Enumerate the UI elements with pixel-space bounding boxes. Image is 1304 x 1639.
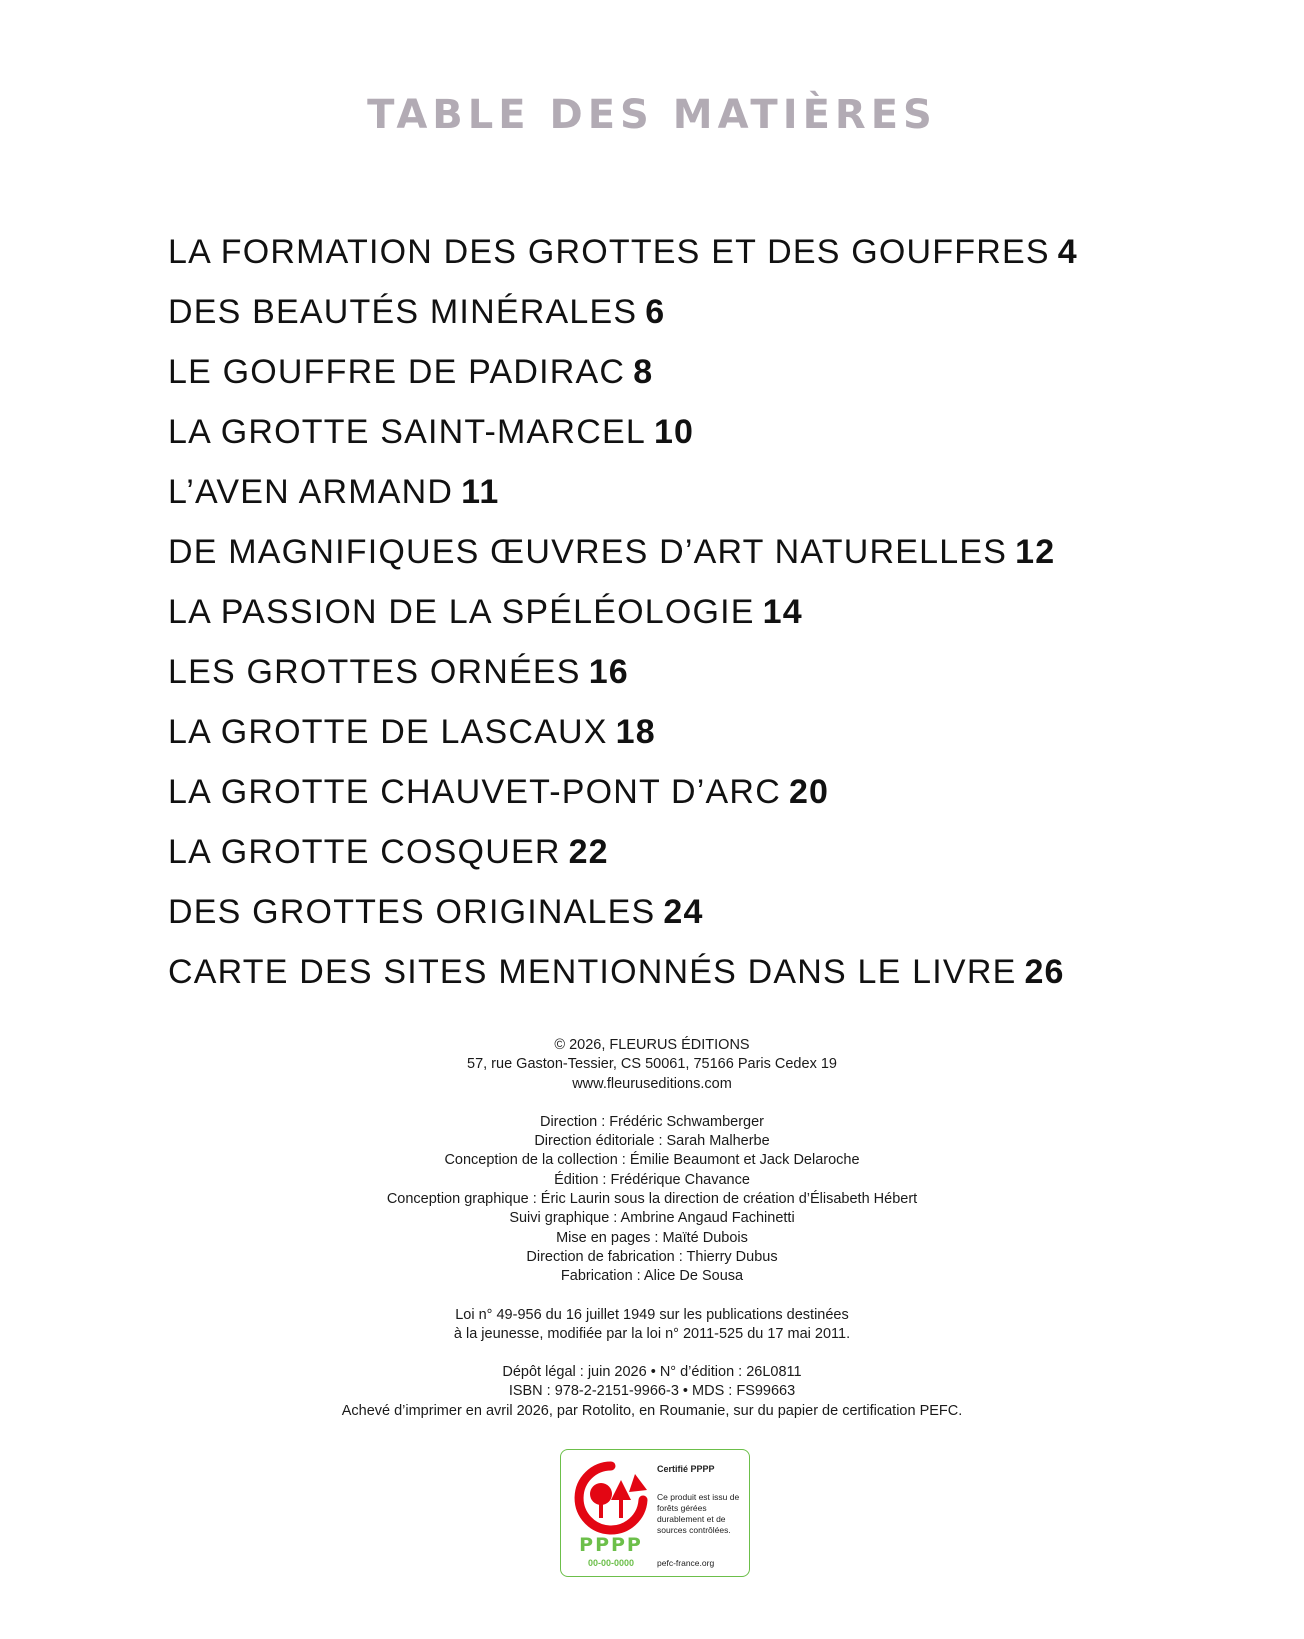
toc-entry (168, 822, 1078, 882)
pefc-tree-logo-icon (569, 1460, 653, 1536)
printing-line: Achevé d’imprimer en avril 2026, par Rotolito, en Roumanie, sur du papier de certification PEFC. (341, 1402, 963, 1419)
toc-entry-label: DES GROTTES ORIGINALES (168, 893, 656, 931)
staff-block (0, 1113, 1304, 1287)
toc-entry (168, 642, 1078, 702)
toc-entry (168, 882, 1078, 942)
toc-entry-label: LES GROTTES ORNÉES (168, 653, 581, 691)
printing-block (0, 1363, 1304, 1421)
staff-line: Direction de fabrication : Thierry Dubus (526, 1248, 778, 1265)
toc-entry (168, 402, 1078, 462)
certification-text: Ce produit est issu de forêts gérées durablement et de sources contrôlées. (657, 1492, 740, 1535)
toc-entry-page: 26 (1024, 953, 1065, 991)
staff-line: Direction : Frédéric Schwamberger (539, 1113, 765, 1130)
copyright-line: © 2026, FLEURUS ÉDITIONS (554, 1037, 750, 1053)
printing-line: ISBN : 978-2-2151-9966-3 • MDS : FS99663 (508, 1383, 796, 1400)
toc-entry-page: 24 (663, 893, 704, 931)
toc-entry-page: 11 (461, 473, 500, 511)
toc-entry-label: LA PASSION DE LA SPÉLÉOLOGIE (168, 593, 755, 631)
toc-entry-label: LA FORMATION DES GROTTES ET DES GOUFFRES (168, 233, 1050, 271)
toc-entry-label: LE GOUFFRE DE PADIRAC (168, 353, 626, 391)
certification-title: Certifié PPPP (657, 1464, 715, 1474)
toc-entry-page: 4 (1057, 233, 1078, 271)
certification-id: 00-00-0000 (587, 1558, 635, 1568)
staff-line: Suivi graphique : Ambrine Angaud Fachinetti (509, 1210, 795, 1227)
toc-entry-page: 20 (788, 773, 830, 811)
toc-entry-page: 22 (568, 833, 609, 871)
certification-url: pefc-france.org (657, 1558, 715, 1568)
certification-label (560, 1449, 750, 1577)
toc-entry (168, 342, 1078, 402)
toc-entry (168, 282, 1078, 342)
toc-entry (168, 522, 1078, 582)
table-of-contents (168, 222, 1078, 1002)
law-block (0, 1306, 1304, 1345)
website-line: www.fleuruseditions.com (572, 1075, 732, 1092)
law-line: Loi n° 49-956 du 16 juillet 1949 sur les publications destinées (455, 1306, 849, 1323)
toc-entry-label: LA GROTTE CHAUVET-PONT D’ARC (168, 773, 781, 811)
toc-entry-page: 8 (633, 353, 654, 391)
staff-line: Mise en pages : Maïté Dubois (556, 1229, 748, 1246)
toc-entry-page: 6 (645, 293, 666, 331)
toc-entry-label: CARTE DES SITES MENTIONNÉS DANS LE LIVRE (168, 953, 1017, 991)
printing-line: Dépôt légal : juin 2026 • N° d’édition : 26L0811 (502, 1364, 802, 1381)
certification-brand: PPPP (579, 1534, 643, 1556)
publisher-block (0, 1036, 1304, 1094)
staff-line: Conception de la collection : Émilie Beaumont et Jack Delaroche (444, 1152, 860, 1169)
toc-entry-label: L’AVEN ARMAND (168, 473, 454, 511)
staff-line: Édition : Frédérique Chavance (554, 1171, 750, 1188)
toc-entry-page: 14 (762, 593, 803, 631)
toc-entry (168, 582, 1078, 642)
address-line: 57, rue Gaston-Tessier, CS 50061, 75166 Paris Cedex 19 (467, 1056, 837, 1073)
toc-entry-label: DE MAGNIFIQUES ŒUVRES D’ART NATURELLES (168, 533, 1008, 571)
page-title: TABLE DES MATIÈRES (367, 92, 937, 138)
toc-entry-label: DES BEAUTÉS MINÉRALES (168, 293, 638, 331)
toc-entry (168, 222, 1078, 282)
toc-entry (168, 462, 1078, 522)
toc-entry (168, 702, 1078, 762)
staff-line: Conception graphique : Éric Laurin sous la direction de création d’Élisabeth Hébert (386, 1191, 918, 1208)
toc-entry-page: 18 (615, 713, 656, 751)
colophon (0, 1036, 1304, 1440)
toc-entry-page: 12 (1015, 533, 1056, 571)
toc-entry (168, 942, 1078, 1002)
toc-entry-page: 10 (653, 413, 695, 451)
law-line: à la jeunesse, modifiée par la loi n° 2011-525 du 17 mai 2011. (453, 1325, 851, 1342)
toc-entry-label: LA GROTTE SAINT-MARCEL (168, 413, 646, 451)
staff-line: Direction éditoriale : Sarah Malherbe (534, 1133, 770, 1150)
toc-entry-page: 16 (588, 653, 629, 691)
toc-entry (168, 762, 1078, 822)
toc-entry-label: LA GROTTE DE LASCAUX (168, 713, 608, 751)
staff-line: Fabrication : Alice De Sousa (560, 1268, 744, 1285)
toc-entry-label: LA GROTTE COSQUER (168, 833, 561, 871)
